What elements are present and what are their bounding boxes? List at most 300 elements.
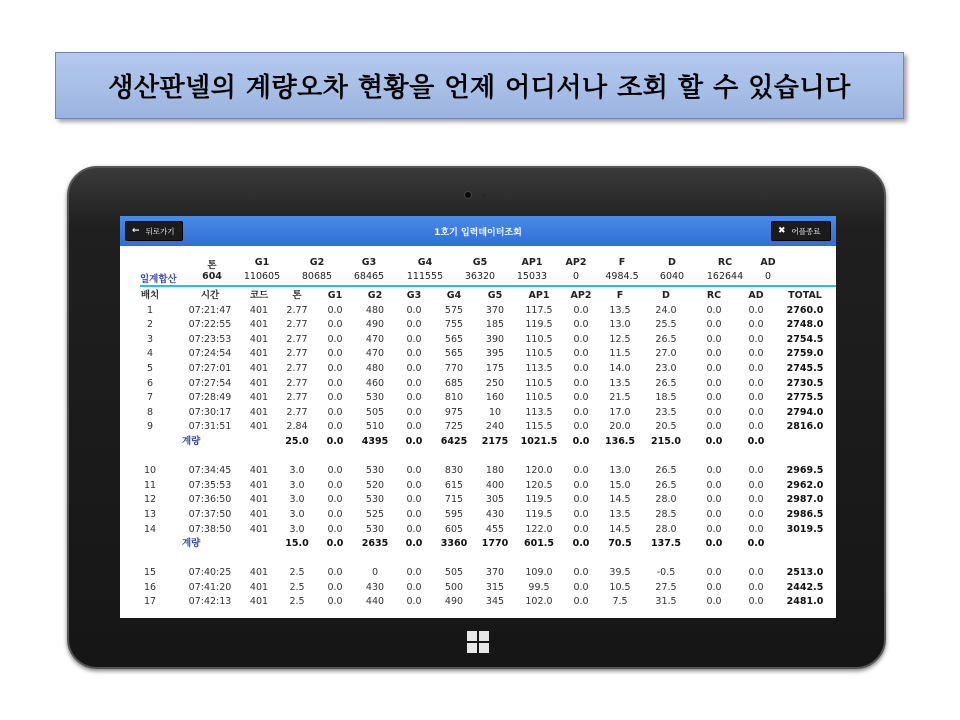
table-cell: 830 [444, 465, 464, 477]
summary-row-label: 일계합산 [140, 274, 177, 285]
table-cell: 810 [444, 392, 464, 404]
table-cell: 2759.0 [786, 348, 824, 360]
table-cell: 575 [444, 304, 464, 316]
subtotal-cell: 2635 [361, 538, 389, 550]
summary-header: G2 [309, 257, 325, 268]
table-cell: 0.0 [748, 465, 764, 477]
table-cell: 0.0 [327, 348, 343, 360]
table-cell: 565 [444, 333, 464, 345]
table-cell: 0.0 [406, 319, 422, 331]
subtotal-cell: 136.5 [604, 435, 636, 447]
subtotal-cell: 215.0 [650, 435, 682, 447]
table-cell: 0.0 [706, 392, 722, 404]
table-cell: 0.0 [706, 508, 722, 520]
subtotal-cell: 2175 [481, 435, 509, 447]
table-cell: 26.5 [655, 377, 677, 389]
subtotal-row [120, 435, 836, 450]
table-cell: 07:36:50 [188, 494, 232, 506]
table-cell: 12.5 [609, 333, 631, 345]
table-cell: 480 [365, 304, 385, 316]
summary-value: 162644 [706, 271, 744, 282]
daily-summary [120, 254, 836, 288]
table-cell: 2816.0 [786, 421, 824, 433]
table-cell: 2760.0 [786, 304, 824, 316]
table-cell: 0.0 [406, 392, 422, 404]
subtotal-cell: 4395 [361, 435, 389, 447]
table-cell: 370 [485, 304, 505, 316]
table-cell: 5 [146, 362, 154, 374]
table-cell: 715 [444, 494, 464, 506]
table-cell: 0.0 [706, 494, 722, 506]
table-cell: 0.0 [406, 348, 422, 360]
table-cell: 2.77 [286, 377, 308, 389]
table-cell: 401 [249, 348, 269, 360]
summary-header: RC [717, 257, 733, 268]
table-cell: 0.0 [406, 523, 422, 535]
column-header: G1 [327, 290, 343, 301]
table-cell: 15 [143, 567, 157, 579]
table-cell: 07:38:50 [188, 523, 232, 535]
table-cell: 12 [143, 494, 157, 506]
table-cell: 685 [444, 377, 464, 389]
table-cell: 2986.5 [786, 508, 824, 520]
table-cell: 07:42:13 [188, 596, 232, 608]
table-cell: 180 [485, 465, 505, 477]
app-screen [120, 216, 836, 618]
table-cell: 0.0 [706, 596, 722, 608]
table-cell: 110.5 [525, 392, 553, 404]
table-cell: 2481.0 [786, 596, 824, 608]
table-cell: 110.5 [525, 377, 553, 389]
table-cell: 119.5 [525, 494, 553, 506]
table-row[interactable] [120, 523, 836, 538]
table-cell: 10 [143, 465, 157, 477]
table-cell: 102.0 [525, 596, 553, 608]
table-cell: 175 [485, 362, 505, 374]
table-row[interactable] [120, 318, 836, 333]
summary-value: 36320 [464, 271, 496, 282]
table-cell: 119.5 [525, 508, 553, 520]
table-cell: 2.77 [286, 333, 308, 345]
table-cell: 27.5 [655, 581, 677, 593]
column-header: F [616, 290, 624, 301]
table-cell: 28.5 [655, 508, 677, 520]
table-row[interactable] [120, 333, 836, 348]
table-cell: 31.5 [655, 596, 677, 608]
table-cell: 401 [249, 465, 269, 477]
table-cell: 110.5 [525, 333, 553, 345]
table-cell: 0.0 [748, 479, 764, 491]
table-cell: 13.5 [609, 508, 631, 520]
table-cell: 2.77 [286, 406, 308, 418]
column-header: 코드 [249, 290, 269, 301]
spacer-row [120, 450, 836, 465]
table-cell: 14.5 [609, 494, 631, 506]
table-cell: 0.0 [573, 406, 589, 418]
table-cell: 0.0 [573, 508, 589, 520]
empty-cell [774, 435, 836, 450]
column-header: G5 [487, 290, 503, 301]
table-cell: 07:34:45 [188, 465, 232, 477]
table-cell: 3 [146, 333, 154, 345]
summary-value: 15033 [516, 271, 548, 282]
table-row[interactable] [120, 362, 836, 377]
table-cell: 3.0 [289, 465, 305, 477]
table-cell: 0.0 [706, 319, 722, 331]
table-cell: 0.0 [327, 567, 343, 579]
table-cell: 2730.5 [786, 377, 824, 389]
windows-logo-icon[interactable] [467, 631, 489, 653]
table-cell: 3.0 [289, 508, 305, 520]
table-cell: 2.77 [286, 362, 308, 374]
subtotal-cell: 0.0 [326, 538, 344, 550]
table-cell: 520 [365, 479, 385, 491]
table-cell: 605 [444, 523, 464, 535]
table-cell: 305 [485, 494, 505, 506]
table-cell: 0.0 [748, 406, 764, 418]
table-cell: 370 [485, 567, 505, 579]
table-cell: 0.0 [406, 465, 422, 477]
table-cell: 185 [485, 319, 505, 331]
table-cell: 3.0 [289, 494, 305, 506]
summary-divider [140, 285, 836, 287]
spacer-cell [120, 552, 836, 567]
summary-header: D [668, 257, 676, 268]
table-cell: 14.5 [609, 523, 631, 535]
table-cell: 0.0 [406, 567, 422, 579]
table-cell: 0.0 [406, 421, 422, 433]
app-header [120, 216, 836, 246]
back-button-label: 뒤로가기 [145, 226, 175, 236]
column-header: RC [706, 290, 722, 301]
table-row[interactable] [120, 581, 836, 596]
table-cell: 0.0 [327, 406, 343, 418]
summary-header: G1 [254, 257, 270, 268]
table-cell: 2513.0 [786, 567, 824, 579]
table-cell: 0.0 [706, 421, 722, 433]
table-cell: 8 [146, 406, 154, 418]
table-cell: 401 [249, 319, 269, 331]
table-cell: 17.0 [609, 406, 631, 418]
table-cell: 0.0 [406, 362, 422, 374]
table-cell: 0.0 [573, 377, 589, 389]
subtotal-cell: 6425 [440, 435, 468, 447]
table-cell: 160 [485, 392, 505, 404]
camera-icon [464, 191, 472, 199]
table-cell: 470 [365, 333, 385, 345]
table-cell: 470 [365, 348, 385, 360]
subtotal-row [120, 537, 836, 552]
table-cell: 0.0 [748, 421, 764, 433]
table-cell: 2969.5 [786, 465, 824, 477]
table-cell: 07:22:55 [188, 319, 232, 331]
table-row[interactable] [120, 420, 836, 435]
table-cell: 0.0 [748, 523, 764, 535]
table-cell: 0.0 [706, 348, 722, 360]
table-cell: 119.5 [525, 319, 553, 331]
table-cell: 0.0 [573, 596, 589, 608]
table-cell: 24.0 [655, 304, 677, 316]
table-row[interactable] [120, 391, 836, 406]
table-cell: 0.0 [406, 494, 422, 506]
table-row[interactable] [120, 493, 836, 508]
table-cell: 07:31:51 [188, 421, 232, 433]
subtotal-cell: 1770 [481, 538, 509, 550]
subtotal-cell: 601.5 [523, 538, 555, 550]
table-cell: 250 [485, 377, 505, 389]
subtotal-cell: 0.0 [705, 435, 723, 447]
subtotal-cell: 0.0 [572, 538, 590, 550]
table-cell: 0.0 [327, 581, 343, 593]
summary-value: 111555 [406, 271, 444, 282]
table-cell: 2.5 [289, 596, 305, 608]
spacer-cell [120, 450, 836, 465]
table-row[interactable] [120, 508, 836, 523]
table-cell: 1 [146, 304, 154, 316]
table-cell: 99.5 [528, 581, 550, 593]
table-cell: 13.5 [609, 377, 631, 389]
table-row[interactable] [120, 464, 836, 479]
column-header: D [662, 290, 670, 301]
table-cell: 27.0 [655, 348, 677, 360]
table-cell: 0.0 [573, 567, 589, 579]
summary-value: 0 [764, 271, 772, 282]
table-cell: 510 [365, 421, 385, 433]
table-cell: 0.0 [327, 377, 343, 389]
subtotal-cell: 0.0 [326, 435, 344, 447]
table-cell: 0.0 [573, 479, 589, 491]
table-row[interactable] [120, 406, 836, 421]
summary-header: 톤 [207, 260, 217, 271]
table-cell: 490 [444, 596, 464, 608]
table-cell: 430 [365, 581, 385, 593]
table-row[interactable] [120, 566, 836, 581]
column-header: G2 [367, 290, 383, 301]
table-cell: 0.0 [706, 479, 722, 491]
subtotal-cell: 0.0 [747, 435, 765, 447]
summary-value: 80685 [301, 271, 333, 282]
table-cell: 530 [365, 494, 385, 506]
table-cell: 0.0 [573, 362, 589, 374]
table-cell: 401 [249, 406, 269, 418]
table-cell: 505 [365, 406, 385, 418]
table-cell: 615 [444, 479, 464, 491]
table-cell: 113.5 [525, 362, 553, 374]
table-cell: 28.0 [655, 523, 677, 535]
table-cell: 07:23:53 [188, 333, 232, 345]
table-cell: 390 [485, 333, 505, 345]
table-cell: 2 [146, 319, 154, 331]
table-cell: 0.0 [748, 581, 764, 593]
table-cell: 401 [249, 523, 269, 535]
table-cell: 500 [444, 581, 464, 593]
table-cell: 28.0 [655, 494, 677, 506]
table-cell: 0.0 [406, 479, 422, 491]
table-cell: 2754.5 [786, 333, 824, 345]
table-cell: 26.5 [655, 479, 677, 491]
column-header: AD [748, 290, 764, 301]
table-cell: 0.0 [327, 421, 343, 433]
table-cell: 401 [249, 479, 269, 491]
table-cell: 0.0 [748, 319, 764, 331]
table-cell: 2.5 [289, 581, 305, 593]
table-cell: 0.0 [573, 333, 589, 345]
table-cell: 0.0 [327, 319, 343, 331]
table-cell: 7.5 [612, 596, 628, 608]
table-cell: 07:27:01 [188, 362, 232, 374]
column-header: AP2 [570, 290, 592, 301]
table-cell: 0.0 [327, 508, 343, 520]
batch-data-table [120, 289, 836, 610]
table-cell: 0.0 [406, 377, 422, 389]
table-cell: 2794.0 [786, 406, 824, 418]
summary-value: 4984.5 [605, 271, 639, 282]
slide-title-banner [55, 52, 904, 119]
table-cell: 0.0 [573, 421, 589, 433]
column-header: 톤 [292, 290, 302, 301]
summary-header: AD [760, 257, 776, 268]
table-cell: 2962.0 [786, 479, 824, 491]
table-cell: 401 [249, 377, 269, 389]
close-icon: ✖ [778, 226, 786, 236]
subtotal-cell: 0.0 [405, 538, 423, 550]
table-cell: 7 [146, 392, 154, 404]
subtotal-label: 계량 [182, 435, 201, 447]
table-cell: 2.5 [289, 567, 305, 579]
table-cell: 07:37:50 [188, 508, 232, 520]
table-cell: 770 [444, 362, 464, 374]
table-cell: 2.77 [286, 348, 308, 360]
table-cell: 20.0 [609, 421, 631, 433]
table-cell: 0.0 [706, 304, 722, 316]
table-cell: 401 [249, 304, 269, 316]
table-cell: 120.0 [525, 465, 553, 477]
table-cell: 401 [249, 567, 269, 579]
table-row[interactable] [120, 479, 836, 494]
table-cell: 9 [146, 421, 154, 433]
table-cell: 565 [444, 348, 464, 360]
table-cell: 0.0 [406, 406, 422, 418]
table-row[interactable] [120, 595, 836, 610]
subtotal-cell: 70.5 [608, 538, 632, 550]
table-cell: 07:27:54 [188, 377, 232, 389]
table-cell: 0.0 [573, 304, 589, 316]
table-cell: 0.0 [706, 465, 722, 477]
table-cell: 395 [485, 348, 505, 360]
table-cell: 0.0 [327, 523, 343, 535]
table-cell: 0.0 [748, 377, 764, 389]
table-cell: 0.0 [748, 362, 764, 374]
table-cell: 07:28:49 [188, 392, 232, 404]
table-cell: 530 [365, 465, 385, 477]
table-cell: 440 [365, 596, 385, 608]
table-cell: 2745.5 [786, 362, 824, 374]
table-cell: 0.0 [706, 523, 722, 535]
column-header: G4 [446, 290, 462, 301]
summary-header: AP1 [521, 257, 543, 268]
sensor-icon [482, 193, 487, 198]
table-cell: -0.5 [656, 567, 676, 579]
table-cell: 11.5 [609, 348, 631, 360]
summary-header: G3 [361, 257, 377, 268]
column-header: 시간 [200, 290, 220, 301]
table-cell: 0.0 [327, 392, 343, 404]
table-cell: 2.77 [286, 304, 308, 316]
summary-header: F [618, 257, 626, 268]
summary-header: G5 [472, 257, 488, 268]
table-cell: 26.5 [655, 333, 677, 345]
table-cell: 3.0 [289, 523, 305, 535]
table-cell: 455 [485, 523, 505, 535]
table-cell: 0.0 [748, 508, 764, 520]
table-cell: 0.0 [748, 348, 764, 360]
table-cell: 11 [143, 479, 157, 491]
table-cell: 07:30:17 [188, 406, 232, 418]
spacer-row [120, 552, 836, 567]
table-cell: 401 [249, 581, 269, 593]
table-cell: 113.5 [525, 406, 553, 418]
table-row[interactable] [120, 304, 836, 319]
table-cell: 0.0 [573, 494, 589, 506]
table-cell: 0.0 [748, 567, 764, 579]
back-button[interactable] [125, 221, 183, 241]
subtotal-cell: 0.0 [572, 435, 590, 447]
table-cell: 490 [365, 319, 385, 331]
table-cell: 401 [249, 392, 269, 404]
table-cell: 120.5 [525, 479, 553, 491]
table-cell: 0.0 [327, 596, 343, 608]
table-cell: 525 [365, 508, 385, 520]
table-cell: 400 [485, 479, 505, 491]
summary-value: 604 [202, 271, 222, 282]
table-cell: 0.0 [406, 508, 422, 520]
table-cell: 2.77 [286, 319, 308, 331]
quit-button-label: 어플종료 [791, 226, 821, 236]
table-cell: 0.0 [706, 567, 722, 579]
table-cell: 505 [444, 567, 464, 579]
table-cell: 401 [249, 596, 269, 608]
table-cell: 480 [365, 362, 385, 374]
table-cell: 0.0 [573, 523, 589, 535]
table-cell: 401 [249, 362, 269, 374]
table-cell: 3019.5 [786, 523, 824, 535]
slide-title: 생산판넬의 계량오차 현황을 언제 어디서나 조회 할 수 있습니다 [108, 73, 851, 103]
table-cell: 39.5 [609, 567, 631, 579]
table-cell: 13 [143, 508, 157, 520]
table-cell: 0.0 [406, 333, 422, 345]
subtotal-cell: 15.0 [285, 538, 309, 550]
table-cell: 0.0 [406, 581, 422, 593]
subtotal-cell: 0.0 [705, 538, 723, 550]
table-cell: 13.0 [609, 465, 631, 477]
table-row[interactable] [120, 377, 836, 392]
quit-app-button[interactable] [771, 221, 831, 241]
summary-header: AP2 [565, 257, 587, 268]
table-cell: 460 [365, 377, 385, 389]
table-cell: 0.0 [327, 333, 343, 345]
table-cell: 2442.5 [786, 581, 824, 593]
table-cell: 6 [146, 377, 154, 389]
table-cell: 26.5 [655, 465, 677, 477]
arrow-left-icon: ← [132, 226, 140, 236]
table-cell: 0.0 [706, 581, 722, 593]
table-cell: 2775.5 [786, 392, 824, 404]
subtotal-cell: 0.0 [405, 435, 423, 447]
table-cell: 3.0 [289, 479, 305, 491]
table-row[interactable] [120, 347, 836, 362]
table-cell: 0.0 [327, 362, 343, 374]
table-cell: 0.0 [573, 319, 589, 331]
